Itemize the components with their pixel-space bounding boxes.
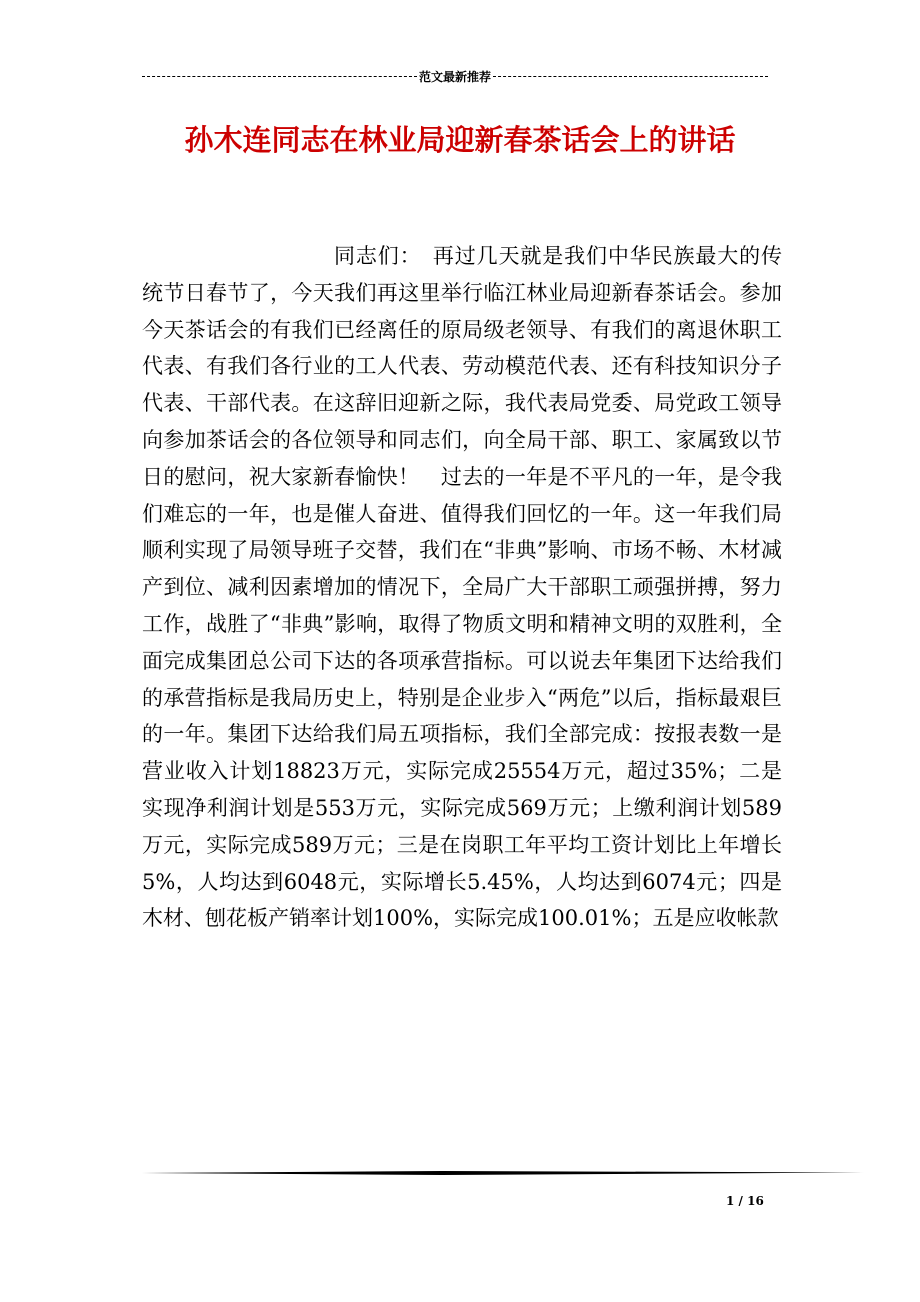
page-header	[142, 66, 768, 86]
header-dash-right	[493, 76, 768, 77]
header-dash-left	[142, 76, 417, 77]
document-title: 孙木连同志在林业局迎新春茶话会上的讲话	[184, 123, 736, 157]
header-label: 范文最新推荐	[419, 69, 492, 84]
footer-rule	[142, 1168, 864, 1178]
page-number: 1 / 16	[726, 1194, 764, 1208]
document-body: 同志们： 再过几天就是我们中华民族最大的传统节日春节了，今天我们再这里举行临江林业局迎新春茶话会。参加今天茶话会的有我们已经离任的原局级老领导、有我们的离退休职工代表、有我们各行业的工人代表、劳动模范代表、还有科技知识分子代表、干部代表。在这辞旧迎新之际，我代表局党委、局党政工领导向参加茶话会的各位领导和同志们，向全局干部、职工、家属致以节日的慰问，祝大家新春愉快！ 过去的一年是不平凡的一年，是令我们难忘的一年，也是催人奋进、值得我们回忆的一年。这一年我们局顺利实现了局领导班子交替，我们在“非典”影响、市场不畅、木材减产到位、减利因素增加的情况下，全局广大干部职工顽强拼搏，努力工作，战胜了“非典”影响，取得了物质文明和精神文明的双胜利，全面完成集团总公司下达的各项承营指标。可以说去年集团下达给我们的承营指标是我局历史上，特别是企业步入“两危”以后，指标最艰巨的一年。集团下达给我们局五项指标，我们全部完成：按报表数一是营业收入计划18823万元，实际完成25554万元，超过35%；二是实现净利润计划是553万元，实际完成569万元；上缴利润计划589万元，实际完成589万元；三是在岗职工年平均工资计划比上年增长5%，人均达到6048元，实际增长5.45%，人均达到6074元；四是木材、刨花板产销率计划100%，实际完成100.01%；五是应收帐款	[142, 244, 782, 931]
